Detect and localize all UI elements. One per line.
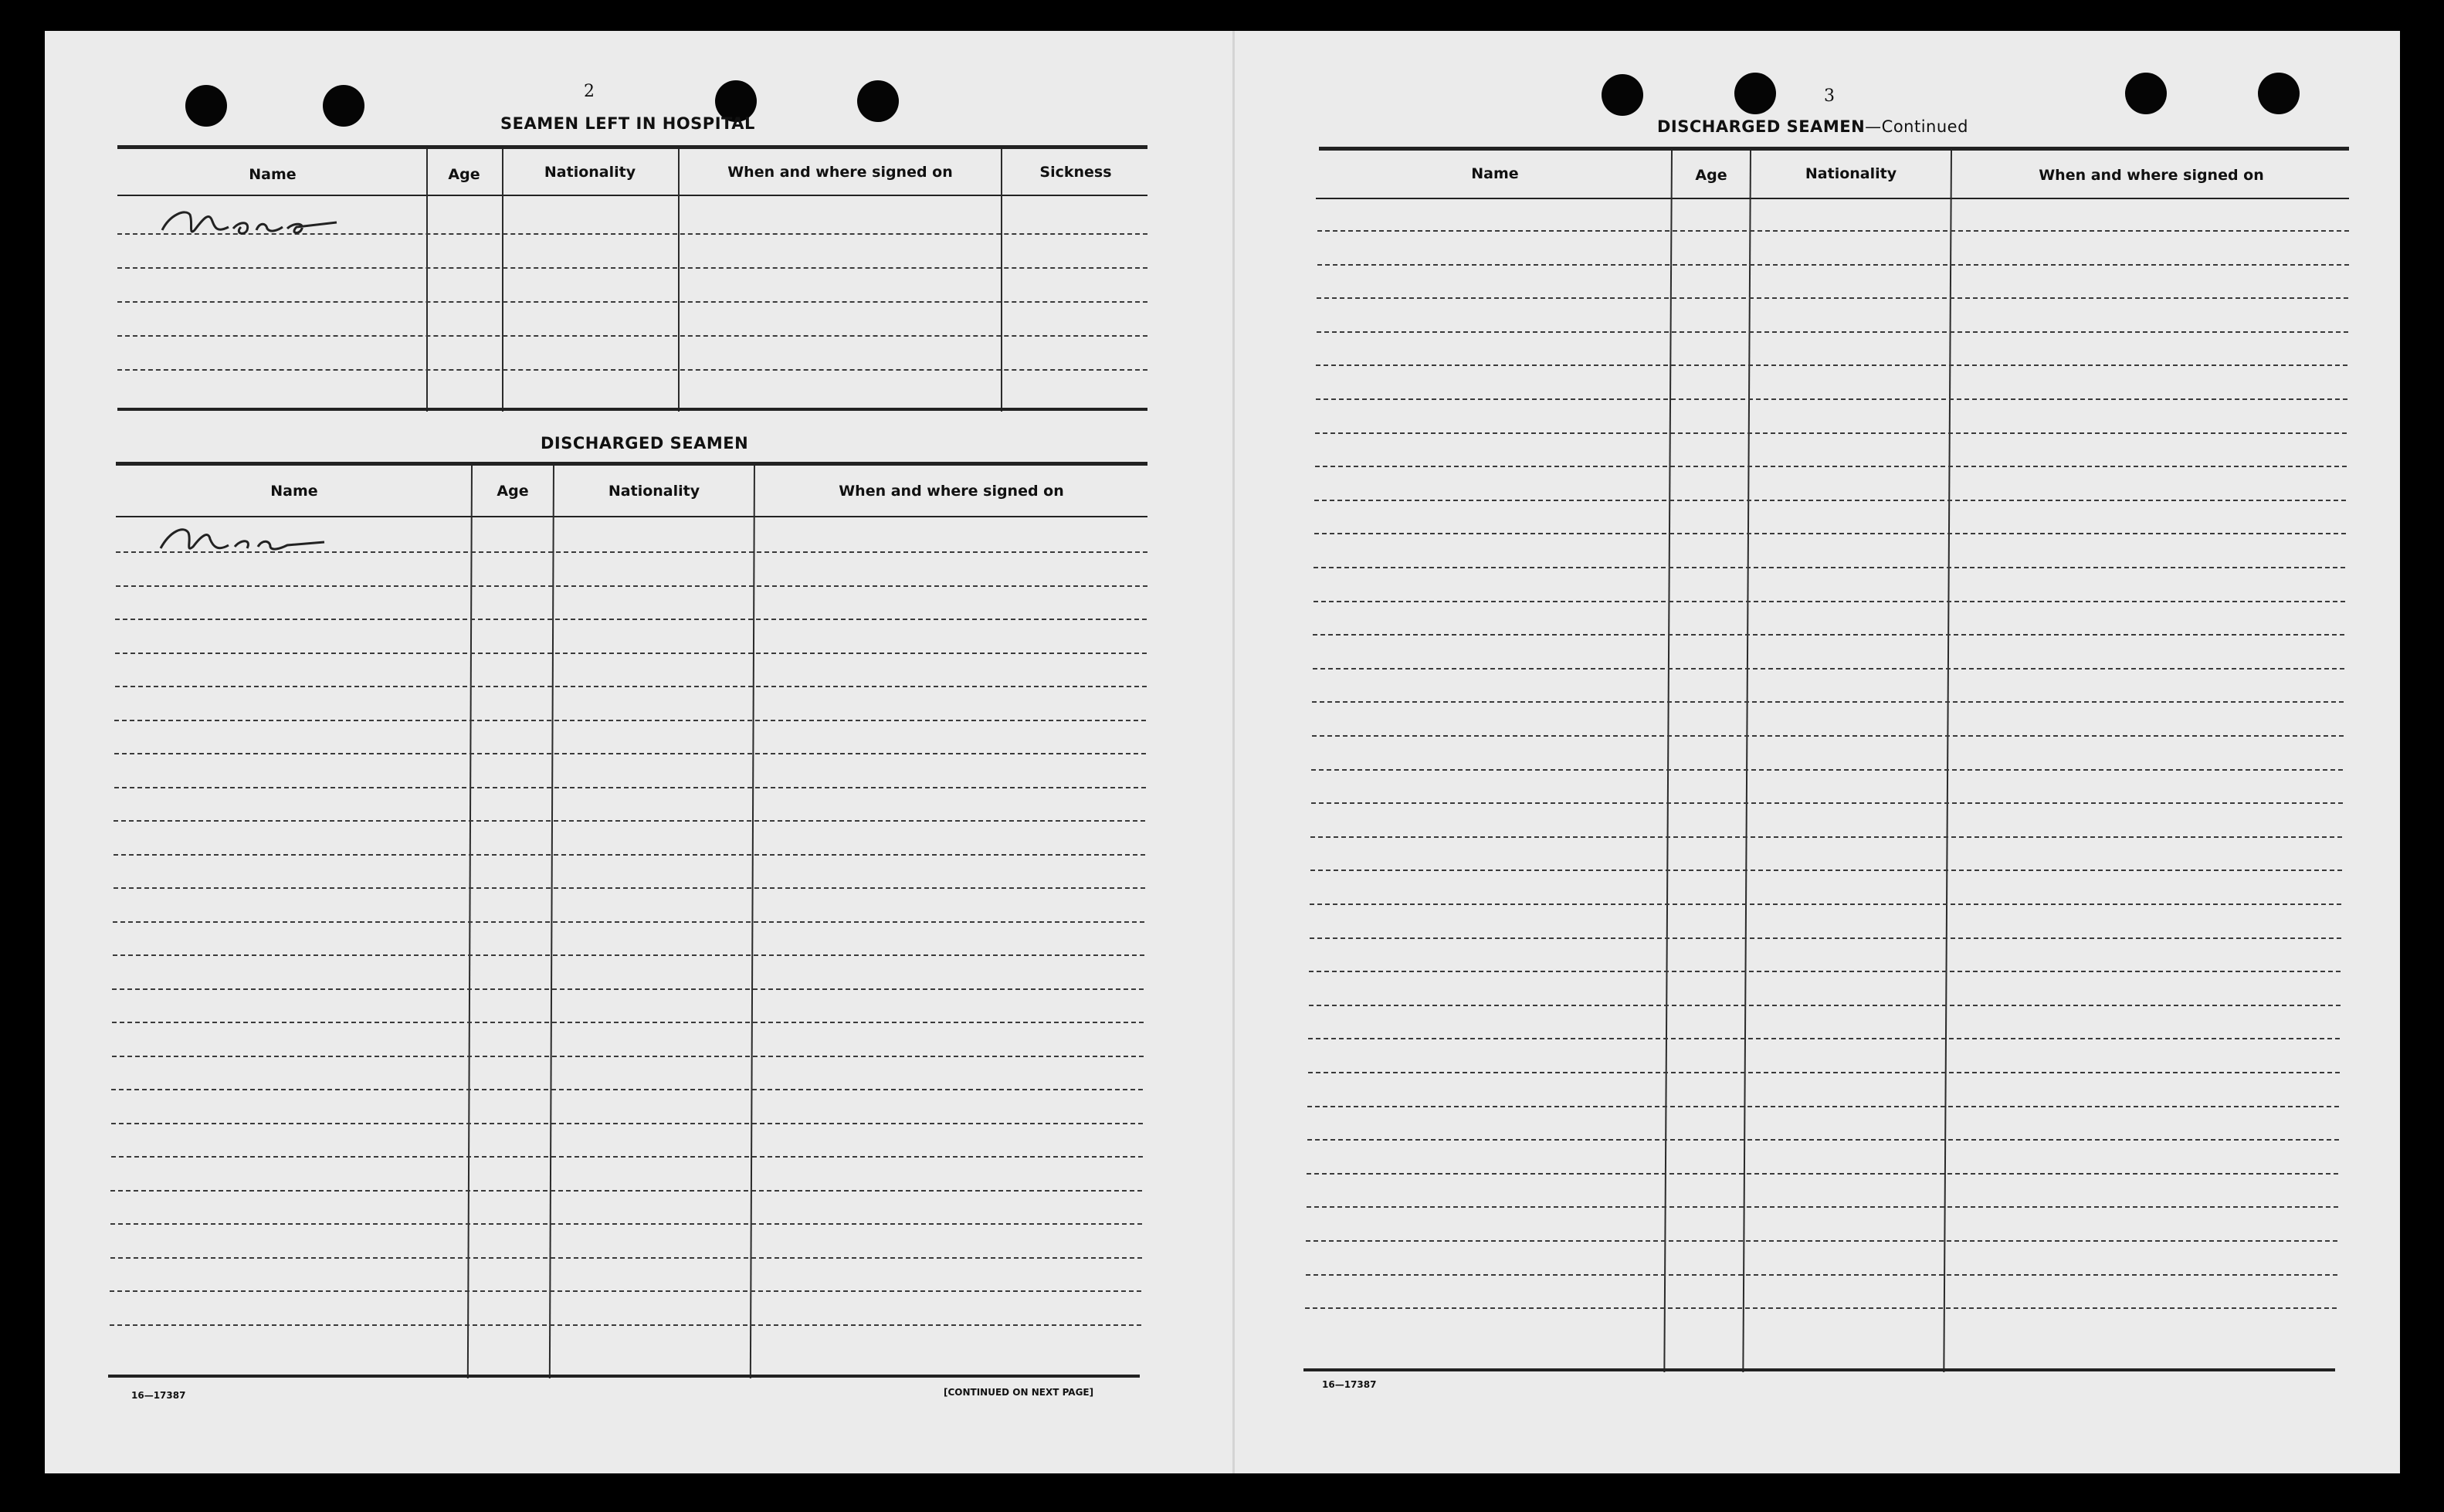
- row-line: [1317, 230, 2349, 232]
- row-line: [1307, 1173, 2338, 1175]
- row-line: [1311, 769, 2343, 771]
- row-line: [1317, 264, 2349, 266]
- row-line: [116, 585, 1147, 587]
- row-line: [1313, 668, 2344, 670]
- row-line: [1314, 601, 2345, 602]
- title-suffix: —Continued: [1865, 117, 1968, 136]
- table-bottom-rule: [1303, 1368, 2335, 1371]
- punch-hole: [1602, 74, 1643, 116]
- col-header-nationality: Nationality: [1805, 165, 1897, 182]
- row-line: [112, 988, 1144, 990]
- row-line: [1316, 364, 2347, 366]
- row-line: [1306, 1274, 2337, 1276]
- row-line: [115, 619, 1147, 620]
- row-line: [114, 820, 1145, 822]
- col-header-name: Name: [249, 166, 297, 183]
- row-line: [1310, 903, 2341, 905]
- row-line: [1311, 802, 2343, 804]
- row-line: [1314, 567, 2345, 568]
- col-header-age: Age: [497, 483, 529, 500]
- row-line: [1313, 634, 2344, 636]
- table-bottom-rule: [108, 1375, 1140, 1378]
- row-line: [1310, 836, 2342, 838]
- row-line: [111, 1123, 1143, 1124]
- table-bottom-rule: [117, 408, 1147, 411]
- header-rule: [116, 516, 1147, 517]
- table-top-rule: [117, 145, 1147, 149]
- row-line: [1315, 466, 2347, 467]
- row-line: [1307, 1106, 2339, 1107]
- form-number: 16—17387: [131, 1390, 186, 1401]
- punch-hole: [185, 85, 227, 127]
- handwritten-entry: [154, 519, 340, 561]
- header-rule: [1316, 198, 2349, 199]
- continued-note: [CONTINUED ON NEXT PAGE]: [944, 1387, 1094, 1398]
- column-divider: [678, 149, 680, 412]
- row-line: [110, 1223, 1142, 1225]
- punch-hole: [323, 85, 364, 127]
- column-divider: [426, 149, 428, 412]
- row-line: [117, 369, 1147, 371]
- col-header-name: Name: [1471, 165, 1519, 182]
- row-line: [113, 954, 1144, 956]
- row-line: [1310, 937, 2341, 939]
- col-header-when-where: When and where signed on: [839, 483, 1064, 500]
- row-line: [1317, 297, 2348, 299]
- section-title-discharged-continued: [1657, 117, 1968, 136]
- row-line: [1309, 971, 2341, 972]
- col-header-sickness: Sickness: [1039, 164, 1112, 181]
- page-fold: [1232, 31, 1235, 1473]
- punch-hole: [2258, 73, 2300, 114]
- row-line: [114, 720, 1146, 721]
- row-line: [114, 854, 1145, 856]
- row-line: [111, 1089, 1143, 1090]
- row-line: [113, 921, 1144, 923]
- row-line: [1314, 500, 2346, 501]
- table-top-rule: [116, 462, 1147, 466]
- row-line: [111, 1156, 1143, 1158]
- row-line: [110, 1190, 1142, 1192]
- row-line: [1312, 735, 2344, 737]
- row-line: [1307, 1206, 2338, 1208]
- column-divider: [502, 149, 503, 412]
- column-divider: [1001, 149, 1002, 412]
- col-header-when-where: When and where signed on: [2039, 167, 2264, 184]
- page-number: 2: [584, 82, 595, 101]
- col-header-age: Age: [1695, 167, 1727, 184]
- row-line: [114, 887, 1145, 889]
- row-line: [1310, 870, 2342, 871]
- title-text: DISCHARGED SEAMEN: [1657, 117, 1866, 136]
- col-header-nationality: Nationality: [544, 164, 636, 181]
- col-header-nationality: Nationality: [608, 483, 700, 500]
- row-line: [1308, 1038, 2340, 1039]
- row-line: [110, 1324, 1141, 1326]
- row-line: [1316, 398, 2347, 400]
- row-line: [1305, 1307, 2337, 1309]
- row-line: [115, 653, 1147, 654]
- row-line: [114, 787, 1146, 788]
- punch-hole: [2125, 73, 2167, 114]
- section-title-discharged: DISCHARGED SEAMEN: [541, 434, 749, 453]
- col-header-name: Name: [270, 483, 318, 500]
- handwritten-entry: [154, 199, 355, 246]
- col-header-when-where: When and where signed on: [727, 164, 953, 181]
- row-line: [114, 753, 1146, 754]
- row-line: [117, 335, 1147, 337]
- page-number: 3: [1824, 86, 1835, 106]
- row-line: [1307, 1139, 2339, 1141]
- section-title-hospital: SEAMEN LEFT IN HOSPITAL: [500, 114, 755, 133]
- table-top-rule: [1319, 147, 2349, 151]
- row-line: [117, 301, 1147, 303]
- row-line: [117, 267, 1147, 269]
- row-line: [1315, 432, 2347, 434]
- punch-hole: [857, 80, 899, 122]
- row-line: [115, 686, 1147, 687]
- row-line: [1312, 701, 2344, 703]
- row-line: [1309, 1005, 2341, 1006]
- row-line: [110, 1290, 1141, 1292]
- row-line: [1306, 1240, 2337, 1242]
- row-line: [112, 1022, 1144, 1023]
- row-line: [1317, 331, 2348, 333]
- row-line: [1308, 1072, 2340, 1073]
- row-line: [112, 1056, 1144, 1057]
- row-line: [1314, 533, 2346, 534]
- header-rule: [117, 195, 1147, 196]
- form-number: 16—17387: [1322, 1379, 1377, 1390]
- row-line: [110, 1257, 1142, 1259]
- col-header-age: Age: [448, 166, 480, 183]
- punch-hole: [1734, 73, 1776, 114]
